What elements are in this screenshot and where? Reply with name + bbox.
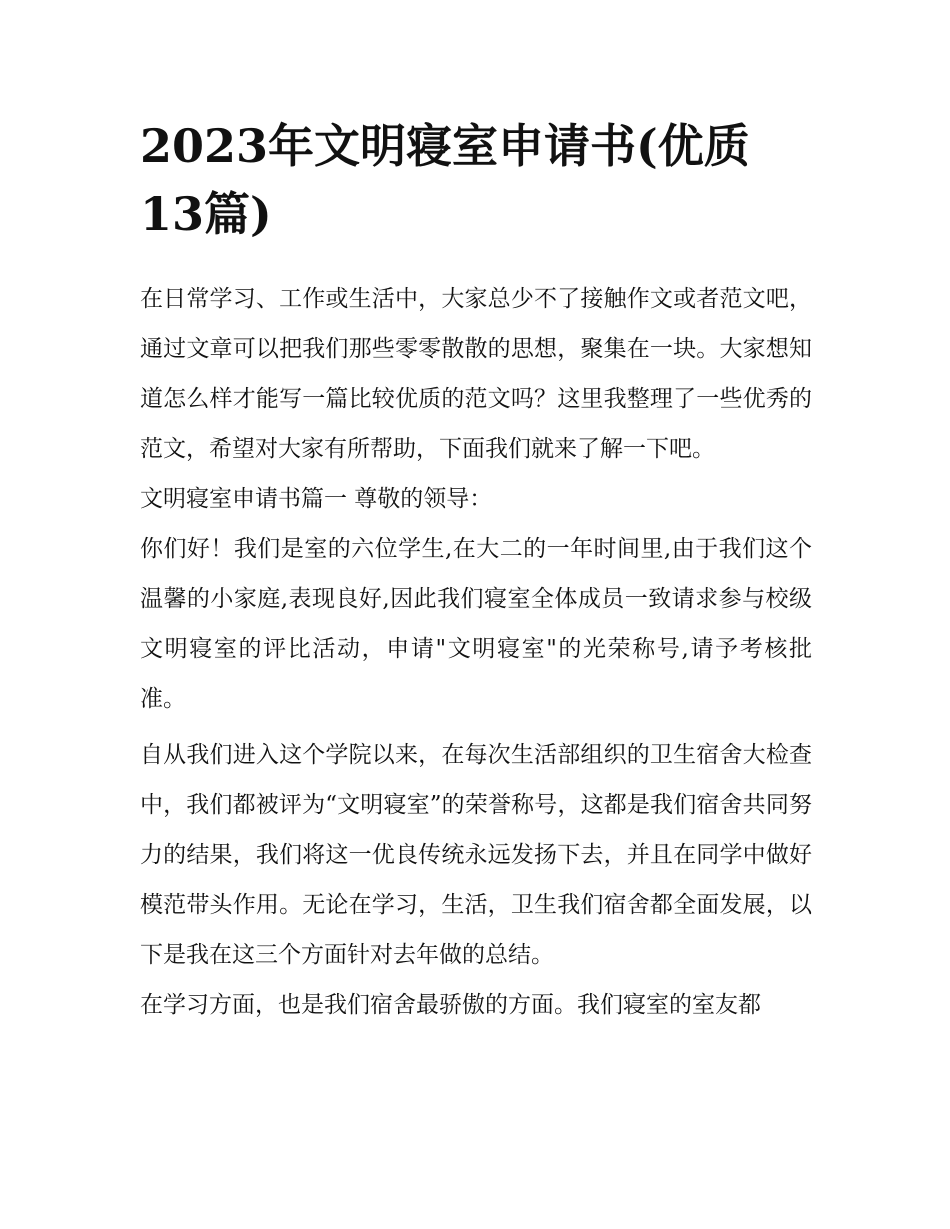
paragraph-request: 你们好！我们是室的六位学生,在大二的一年时间里,由于我们这个温馨的小家庭,表现良好,因此我们寝室全体成员一致请求参与校级文明寝室的评比活动，申请"文明寝室"的光荣称号,请予考核批准。 — [140, 536, 812, 712]
paragraph-history: 自从我们进入这个学院以来，在每次生活部组织的卫生宿舍大检查中，我们都被评为“文明寝室”的荣誉称号，这都是我们宿舍共同努力的结果，我们将这一优良传统永远发扬下去，并且在同学中做好模范带头作用。无论在学习，生活，卫生我们宿舍都全面发展，以下是我在这三个方面针对去年做的总结。 — [140, 742, 812, 968]
paragraph-intro: 在日常学习、工作或生活中，大家总少不了接触作文或者范文吧，通过文章可以把我们那些零零散散的思想，聚集在一块。大家想知道怎么样才能写一篇比较优质的范文吗？这里我整理了一些优秀的范文，希望对大家有所帮助，下面我们就来了解一下吧。 — [140, 286, 812, 462]
paragraph-salutation: 文明寝室申请书篇一 尊敬的领导： — [140, 486, 493, 512]
paragraph-study: 在学习方面，也是我们宿舍最骄傲的方面。我们寝室的室友都 — [140, 992, 761, 1018]
document-title: 2023年文明寝室申请书(优质13篇) — [140, 119, 750, 241]
document-page — [140, 112, 812, 1030]
